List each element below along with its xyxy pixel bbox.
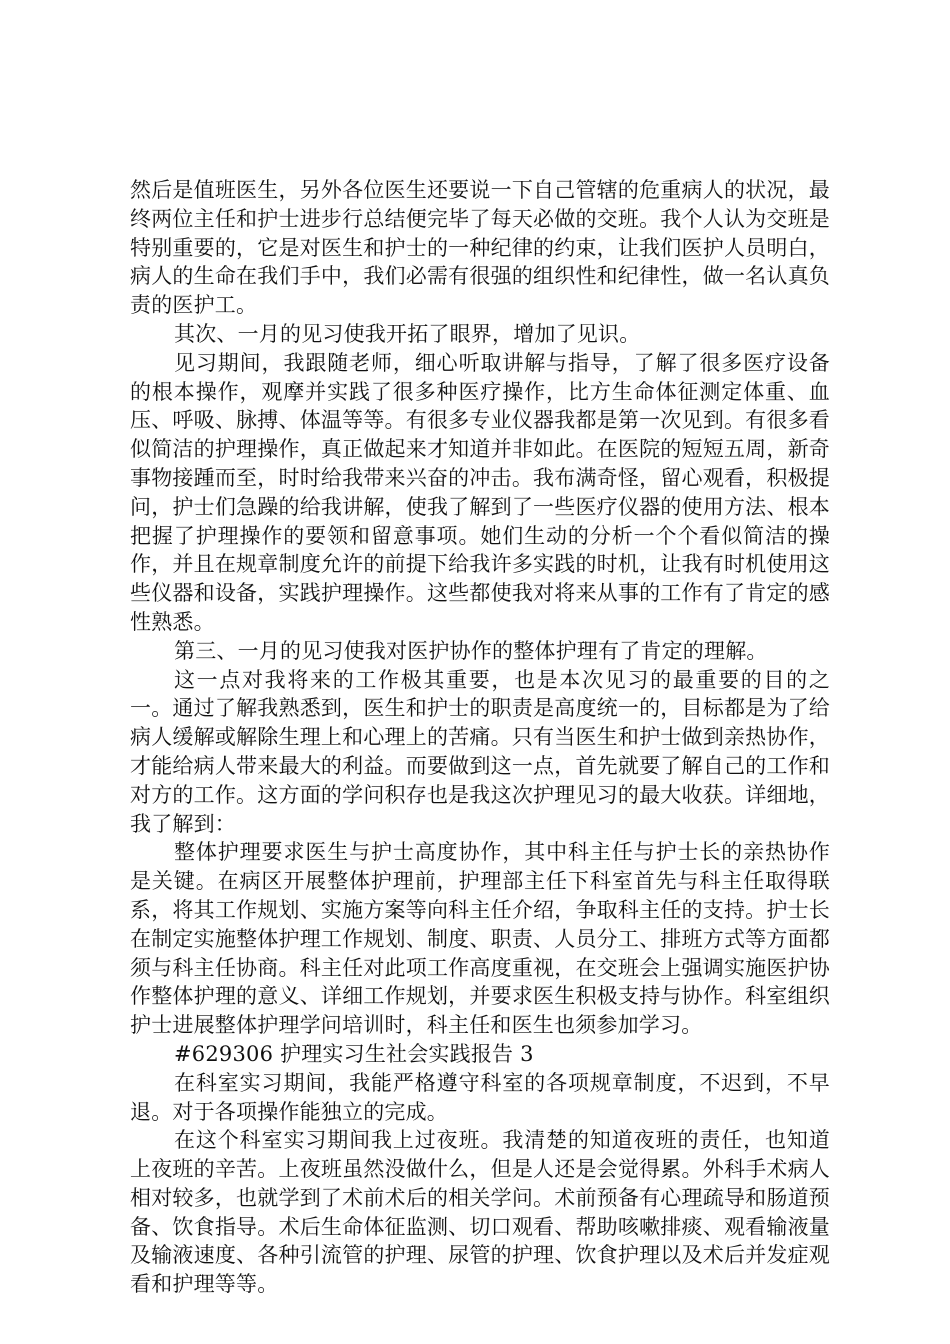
paragraph-night-shift: 在这个科室实习期间我上过夜班。我清楚的知道夜班的责任，也知道上夜班的辛苦。上夜班虽然没做什么，但是人还是会觉得累。外科手术病人相对较多，也就学到了术前术后的相关学问。术前预备有心理疏导和肠道预备、饮食指导。术后生命体征监测、切口观看、帮助咳嗽排痰、观看输液量及输液速度、各种引流管的护理、尿管的护理、饮食护理以及术后并发症观看和护理等等。	[130, 1128, 830, 1297]
paragraph-observation-period: 见习期间，我跟随老师，细心听取讲解与指导，了解了很多医疗设备的根本操作，观摩并实践了很多种医疗操作，比方生命体征测定体重、血压、呼吸、脉搏、体温等等。有很多专业仪器我都是第一次见到。有很多看似简洁的护理操作，真正做起来才知道并非如此。在医院的短短五周，新奇事物接踵而至，时时给我带来兴奋的冲击。我布满奇怪，留心观看，积极提问，护士们急躁的给我讲解，使我了解到了一些医疗仪器的使用方法、根本把握了护理操作的要领和留意事项。她们生动的分析一个个看似简洁的操作，并且在规章制度允许的前提下给我许多实践的时机，让我有时机使用这些仪器和设备，实践护理操作。这些都使我对将来从事的工作有了肯定的感性熟悉。	[130, 350, 830, 634]
paragraph-department-rules: 在科室实习期间，我能严格遵守科室的各项规章制度，不迟到，不早退。对于各项操作能独立的完成。	[130, 1070, 830, 1124]
paragraph-holistic-nursing: 整体护理要求医生与护士高度协作，其中科主任与护士长的亲热协作是关键。在病区开展整体护理前，护理部主任下科室首先与科主任取得联系，将其工作规划、实施方案等向科主任介绍，争取科主任的支持。护士长在制定实施整体护理工作规划、制度、职责、人员分工、排班方式等方面都须与科主任协商。科主任对此项工作高度重视，在交班会上强调实施医护协作整体护理的意义、详细工作规划，并要求医生积极支持与协作。科室组织护士进展整体护理学问培训时，科主任和医生也须参加学习。	[130, 840, 830, 1038]
paragraph-third-point-heading: 第三、一月的见习使我对医护协作的整体护理有了肯定的理解。	[174, 638, 768, 663]
document-body	[130, 176, 830, 1299]
paragraph-cooperation-importance: 这一点对我将来的工作极其重要，也是本次见习的最重要的目的之一。通过了解我熟悉到，医生和护士的职责是高度统一的，目标都是为了给病人缓解或解除生理上和心理上的苦痛。只有当医生和护士做到亲热协作，才能给病人带来最大的利益。而要做到这一点，首先就要了解自己的工作和对方的工作。这方面的学问积存也是我这次护理见习的最大收获。详细地，我了解到：	[130, 667, 830, 836]
section-title-report-3: #629306 护理实习生社会实践报告 3	[174, 1041, 534, 1066]
paragraph-second-point-heading: 其次、一月的见习使我开拓了眼界，增加了见识。	[174, 321, 641, 346]
paragraph-shift-handover: 然后是值班医生，另外各位医生还要说一下自己管辖的危重病人的状况，最终两位主任和护士进步行总结便完毕了每天必做的交班。我个人认为交班是特别重要的，它是对医生和护士的一种纪律的约束，让我们医护人员明白，病人的生命在我们手中，我们必需有很强的组织性和纪律性，做一名认真负责的医护工。	[130, 178, 830, 318]
